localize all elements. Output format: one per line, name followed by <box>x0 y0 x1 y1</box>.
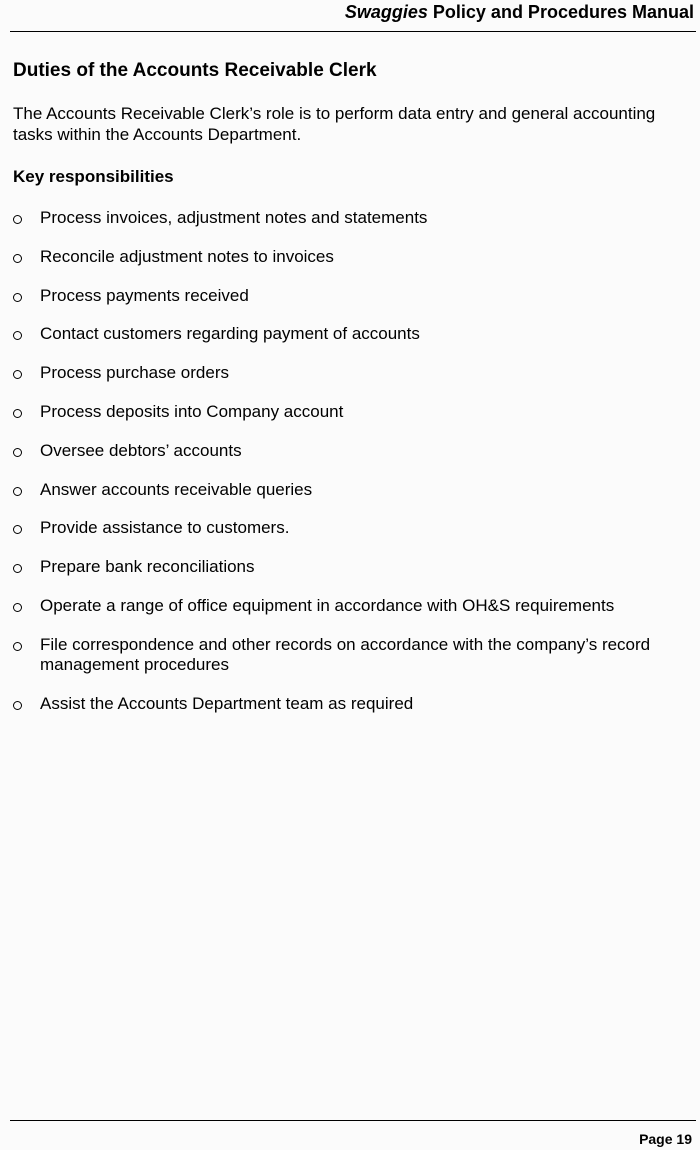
list-item <box>13 694 695 715</box>
header-divider <box>10 31 696 32</box>
list-item <box>13 286 695 307</box>
page-header <box>10 0 694 32</box>
list-item <box>13 363 695 384</box>
section-heading: Key responsibilities <box>13 167 174 186</box>
circle-bullet-icon <box>13 642 22 651</box>
list-item-text: Operate a range of office equipment in accordance with OH&S requirements <box>40 595 615 615</box>
responsibilities-list <box>13 208 695 733</box>
list-item-text: Provide assistance to customers. <box>40 518 290 538</box>
list-item <box>13 480 695 501</box>
list-item-text: Process payments received <box>40 285 249 305</box>
circle-bullet-icon <box>13 409 22 418</box>
list-item-text: Assist the Accounts Department team as required <box>40 694 414 714</box>
circle-bullet-icon <box>13 525 22 534</box>
list-item <box>13 441 695 462</box>
circle-bullet-icon <box>13 254 22 263</box>
circle-bullet-icon <box>13 603 22 612</box>
circle-bullet-icon <box>13 370 22 379</box>
list-item-text: File correspondence and other records on accordance with the company’s record management procedures <box>40 634 651 675</box>
circle-bullet-icon <box>13 448 22 457</box>
circle-bullet-icon <box>13 564 22 573</box>
list-item <box>13 635 695 676</box>
page-number: Page 19 <box>639 1131 692 1147</box>
list-item <box>13 518 695 539</box>
footer-divider <box>10 1120 696 1121</box>
list-item-text: Process invoices, adjustment notes and statements <box>40 208 428 227</box>
list-item <box>13 208 695 229</box>
list-item <box>13 402 695 423</box>
circle-bullet-icon <box>13 487 22 496</box>
list-item-text: Process deposits into Company account <box>40 401 344 421</box>
circle-bullet-icon <box>13 215 22 224</box>
header-title: Policy and Procedures Manual <box>432 2 694 22</box>
circle-bullet-icon <box>13 331 22 340</box>
circle-bullet-icon <box>13 293 22 302</box>
header-brand: Swaggies <box>344 2 428 22</box>
intro-paragraph: The Accounts Receivable Clerk’s role is to perform data entry and general accounting tasks within the Accounts Department. <box>13 104 656 144</box>
list-item-text: Prepare bank reconciliations <box>40 557 255 577</box>
list-item <box>13 247 695 268</box>
document-title: Duties of the Accounts Receivable Clerk <box>13 60 377 81</box>
list-item-text: Answer accounts receivable queries <box>40 479 313 499</box>
list-item <box>13 596 695 617</box>
list-item <box>13 324 695 345</box>
list-item-text: Contact customers regarding payment of accounts <box>40 324 420 344</box>
list-item-text: Oversee debtors’ accounts <box>40 440 242 460</box>
list-item-text: Reconcile adjustment notes to invoices <box>40 246 334 266</box>
circle-bullet-icon <box>13 701 22 710</box>
list-item-text: Process purchase orders <box>40 363 229 383</box>
list-item <box>13 557 695 578</box>
